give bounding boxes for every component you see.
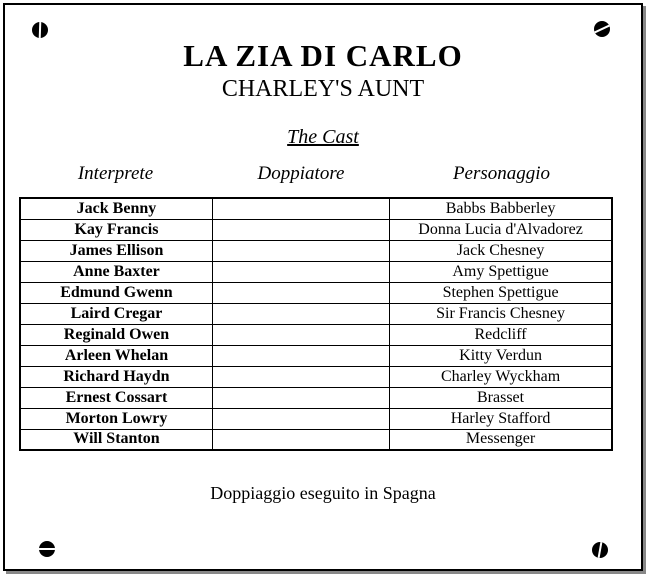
table-column-headers [19, 163, 613, 185]
cell-doppiatore [212, 408, 389, 429]
cell-interprete: Will Stanton [20, 429, 212, 450]
cell-personaggio: Charley Wyckham [390, 366, 612, 387]
table-row [20, 261, 612, 282]
screw-icon-top-left [32, 22, 48, 38]
cell-doppiatore [212, 240, 389, 261]
table-row [20, 345, 612, 366]
cell-doppiatore [212, 303, 389, 324]
section-heading-wrap [5, 126, 641, 149]
cell-personaggio: Kitty Verdun [390, 345, 612, 366]
cell-doppiatore [212, 429, 389, 450]
cell-doppiatore [212, 282, 389, 303]
cell-doppiatore [212, 219, 389, 240]
cell-doppiatore [212, 198, 389, 219]
cell-personaggio: Sir Francis Chesney [390, 303, 612, 324]
table-row [20, 387, 612, 408]
cell-interprete: Laird Cregar [20, 303, 212, 324]
table-row [20, 240, 612, 261]
cell-personaggio: Messenger [390, 429, 612, 450]
cell-interprete: Reginald Owen [20, 324, 212, 345]
screw-icon-bottom-right [592, 542, 608, 558]
screw-slit [597, 542, 602, 558]
cell-doppiatore [212, 261, 389, 282]
table-row [20, 198, 612, 219]
cast-sheet-page [3, 3, 643, 571]
table-row [20, 282, 612, 303]
screw-icon-top-right [594, 21, 610, 37]
table-row [20, 219, 612, 240]
table-row [20, 408, 612, 429]
table-row [20, 366, 612, 387]
cell-personaggio: Brasset [390, 387, 612, 408]
page-title: LA ZIA DI CARLO [183, 38, 463, 73]
cell-interprete: Ernest Cossart [20, 387, 212, 408]
column-header-personaggio: Personaggio [452, 163, 551, 184]
cell-interprete: Kay Francis [20, 219, 212, 240]
section-heading: The Cast [287, 126, 359, 148]
cell-personaggio: Redcliff [390, 324, 612, 345]
footer-note: Doppiaggio eseguito in Spagna [210, 483, 436, 503]
table-row [20, 429, 612, 450]
cell-personaggio: Jack Chesney [390, 240, 612, 261]
cell-personaggio: Amy Spettigue [390, 261, 612, 282]
cell-interprete: Anne Baxter [20, 261, 212, 282]
cell-personaggio: Stephen Spettigue [390, 282, 612, 303]
cell-doppiatore [212, 345, 389, 366]
cell-interprete: Edmund Gwenn [20, 282, 212, 303]
cell-personaggio: Harley Stafford [390, 408, 612, 429]
table-row [20, 303, 612, 324]
column-header-interprete: Interprete [77, 163, 154, 184]
screw-slit [594, 24, 610, 34]
cell-interprete: Richard Haydn [20, 366, 212, 387]
page-subtitle: CHARLEY'S AUNT [221, 76, 425, 102]
cell-personaggio: Babbs Babberley [390, 198, 612, 219]
cell-interprete: James Ellison [20, 240, 212, 261]
table-row [20, 324, 612, 345]
cell-doppiatore [212, 366, 389, 387]
column-header-doppiatore: Doppiatore [257, 163, 345, 184]
cell-doppiatore [212, 387, 389, 408]
screw-icon-bottom-left [39, 541, 55, 557]
cell-doppiatore [212, 324, 389, 345]
cast-table [19, 197, 613, 451]
cell-interprete: Arleen Whelan [20, 345, 212, 366]
screw-slit [39, 22, 42, 38]
cell-interprete: Morton Lowry [20, 408, 212, 429]
cell-interprete: Jack Benny [20, 198, 212, 219]
cell-personaggio: Donna Lucia d'Alvadorez [390, 219, 612, 240]
screw-slit [39, 548, 55, 550]
